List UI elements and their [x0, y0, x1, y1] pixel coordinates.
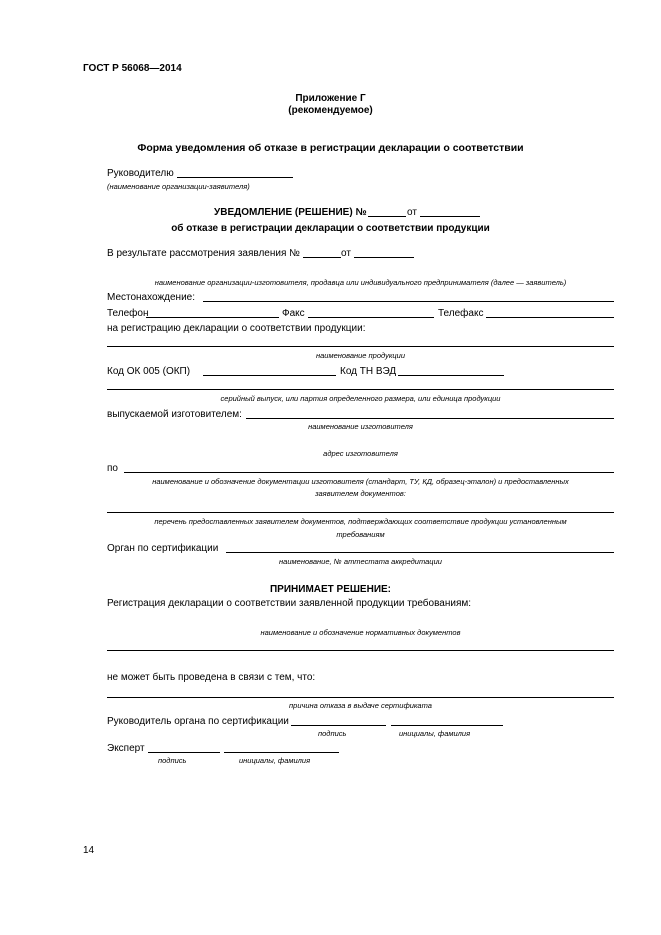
addressee-label: Руководителю: [107, 168, 174, 179]
notice-from: от: [407, 207, 417, 218]
serial-line[interactable]: [107, 389, 614, 390]
phone-line[interactable]: [146, 317, 279, 318]
result-label: В результате рассмотрения заявления №: [107, 248, 300, 259]
form-title: Форма уведомления об отказе в регистрации декларации о соответствии: [137, 142, 524, 154]
location-label: Местонахождение:: [107, 292, 195, 303]
docs-hint-1: наименование и обозначение документации изготовителя (стандарт, ТУ, КД, образец-эталон) и предоставленных: [152, 477, 569, 486]
list-hint-1: перечень предоставленных заявителем документов, подтверждающих соответствие продукции установленным: [154, 517, 567, 526]
manufacturer-line[interactable]: [246, 418, 614, 419]
certification-body-line[interactable]: [226, 552, 614, 553]
ok-code-line[interactable]: [203, 375, 336, 376]
expert-initials-line[interactable]: [224, 752, 339, 753]
product-hint: наименование продукции: [315, 351, 405, 360]
ok-code-label: Код ОК 005 (ОКП): [107, 366, 191, 377]
notice-date-line[interactable]: [420, 216, 480, 217]
addressee-line[interactable]: [177, 177, 293, 178]
result-from: от: [341, 248, 351, 259]
decision-title: ПРИНИМАЕТ РЕШЕНИЕ:: [269, 584, 392, 595]
norms-line[interactable]: [107, 650, 614, 651]
certification-body-label: Орган по сертификации: [107, 543, 219, 554]
by-label: по: [107, 463, 118, 474]
manufacturer-label: выпускаемой изготовителем:: [107, 409, 242, 420]
notice-number-line[interactable]: [368, 216, 406, 217]
head-signature-hint: подпись: [318, 729, 347, 738]
registration-label: на регистрацию декларации о соответствии продукции:: [107, 323, 366, 334]
expert-signature-hint: подпись: [158, 756, 187, 765]
cannot-label: не может быть проведена в связи с тем, что:: [107, 672, 316, 683]
product-line[interactable]: [107, 346, 614, 347]
address-hint: адрес изготовителя: [323, 449, 398, 458]
reason-hint: причина отказа в выдаче сертификата: [289, 701, 432, 710]
page-number: 14: [83, 845, 95, 856]
docs-hint-2: заявителем документов:: [315, 489, 406, 498]
telefax-label: Телефакс: [438, 308, 484, 319]
serial-hint: серийный выпуск, или партия определенного размера, или единица продукции: [220, 394, 501, 403]
standard-number: ГОСТ Р 56068—2014: [83, 63, 182, 74]
accreditation-hint: наименование, № аттестата аккредитации: [279, 557, 442, 566]
appendix-title: Приложение Г: [295, 93, 366, 104]
telefax-line[interactable]: [486, 317, 614, 318]
notice-title: УВЕДОМЛЕНИЕ (РЕШЕНИЕ) №: [214, 207, 367, 218]
norms-hint: наименование и обозначение нормативных документов: [260, 628, 461, 637]
list-hint-2: требованиям: [336, 530, 385, 539]
location-line[interactable]: [203, 301, 614, 302]
expert-label: Эксперт: [107, 743, 145, 754]
result-number-line[interactable]: [303, 257, 341, 258]
list-line[interactable]: [107, 512, 614, 513]
phone-label: Телефон: [107, 308, 149, 319]
fax-label: Факс: [282, 308, 305, 319]
head-signature-line[interactable]: [291, 725, 386, 726]
head-label: Руководитель органа по сертификации: [107, 716, 289, 727]
expert-signature-line[interactable]: [148, 752, 220, 753]
head-initials-line[interactable]: [391, 725, 503, 726]
expert-initials-hint: инициалы, фамилия: [239, 756, 311, 765]
fax-line[interactable]: [308, 317, 434, 318]
reason-line[interactable]: [107, 697, 614, 698]
notice-subtitle: об отказе в регистрации декларации о соответствии продукции: [171, 223, 490, 234]
result-date-line[interactable]: [354, 257, 414, 258]
addressee-hint: (наименование организации-заявителя): [107, 182, 250, 191]
tn-code-label: Код ТН ВЭД: [340, 366, 397, 377]
head-initials-hint: инициалы, фамилия: [399, 729, 471, 738]
appendix-subtitle: (рекомендуемое): [288, 105, 373, 116]
manufacturer-hint: наименование изготовителя: [308, 422, 413, 431]
applicant-hint: наименование организации-изготовителя, продавца или индивидуального предпринимателя (далее — заявитель): [154, 278, 567, 287]
tn-code-line[interactable]: [398, 375, 504, 376]
decision-text: Регистрация декларации о соответствии заявленной продукции требованиям:: [107, 598, 472, 609]
docs-line[interactable]: [124, 472, 614, 473]
